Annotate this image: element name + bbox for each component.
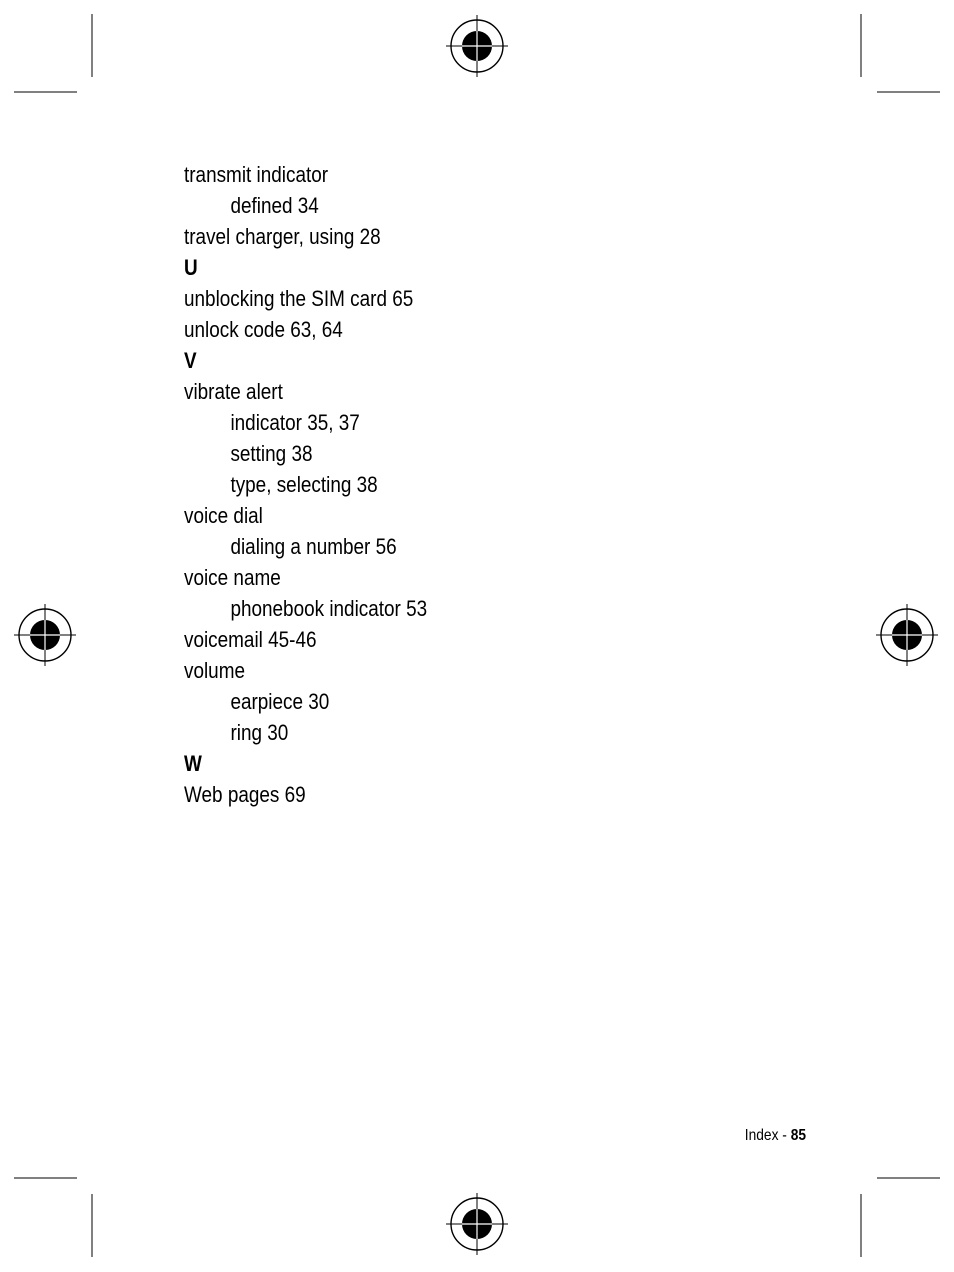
index-subentry: earpiece 30: [230, 689, 330, 714]
registration-target-top: [446, 15, 508, 77]
page-number: 85: [790, 1127, 806, 1144]
index-entry: vibrate alert: [184, 379, 283, 404]
index-entry: volume: [184, 658, 245, 683]
footer-section-label: Index: [744, 1127, 779, 1144]
registration-target-left: [14, 604, 76, 666]
index-letter-heading: W: [184, 751, 202, 776]
index-entry: travel charger, using 28: [184, 224, 381, 249]
index-entry: unlock code 63, 64: [184, 317, 343, 342]
page-footer: [672, 1125, 806, 1147]
index-entry: transmit indicator: [184, 162, 329, 187]
footer-separator: -: [778, 1127, 791, 1144]
index-subentry: phonebook indicator 53: [230, 596, 428, 621]
index-subentry: setting 38: [230, 441, 313, 466]
index-subentry: dialing a number 56: [230, 534, 397, 559]
index-entry: voice dial: [184, 503, 263, 528]
index-letter-heading: V: [184, 348, 197, 373]
index-subentry: type, selecting 38: [230, 472, 378, 497]
index-entry: voicemail 45-46: [184, 627, 317, 652]
index-letter-heading: U: [184, 255, 198, 280]
registration-target-bottom: [446, 1193, 508, 1255]
index-subentry: indicator 35, 37: [230, 410, 360, 435]
index-entry: voice name: [184, 565, 281, 590]
index-entry: Web pages 69: [184, 782, 306, 807]
index-subentry: ring 30: [230, 720, 289, 745]
index-subentry: defined 34: [230, 193, 319, 218]
index-list: [184, 159, 700, 810]
index-entry: unblocking the SIM card 65: [184, 286, 414, 311]
registration-target-right: [876, 604, 938, 666]
